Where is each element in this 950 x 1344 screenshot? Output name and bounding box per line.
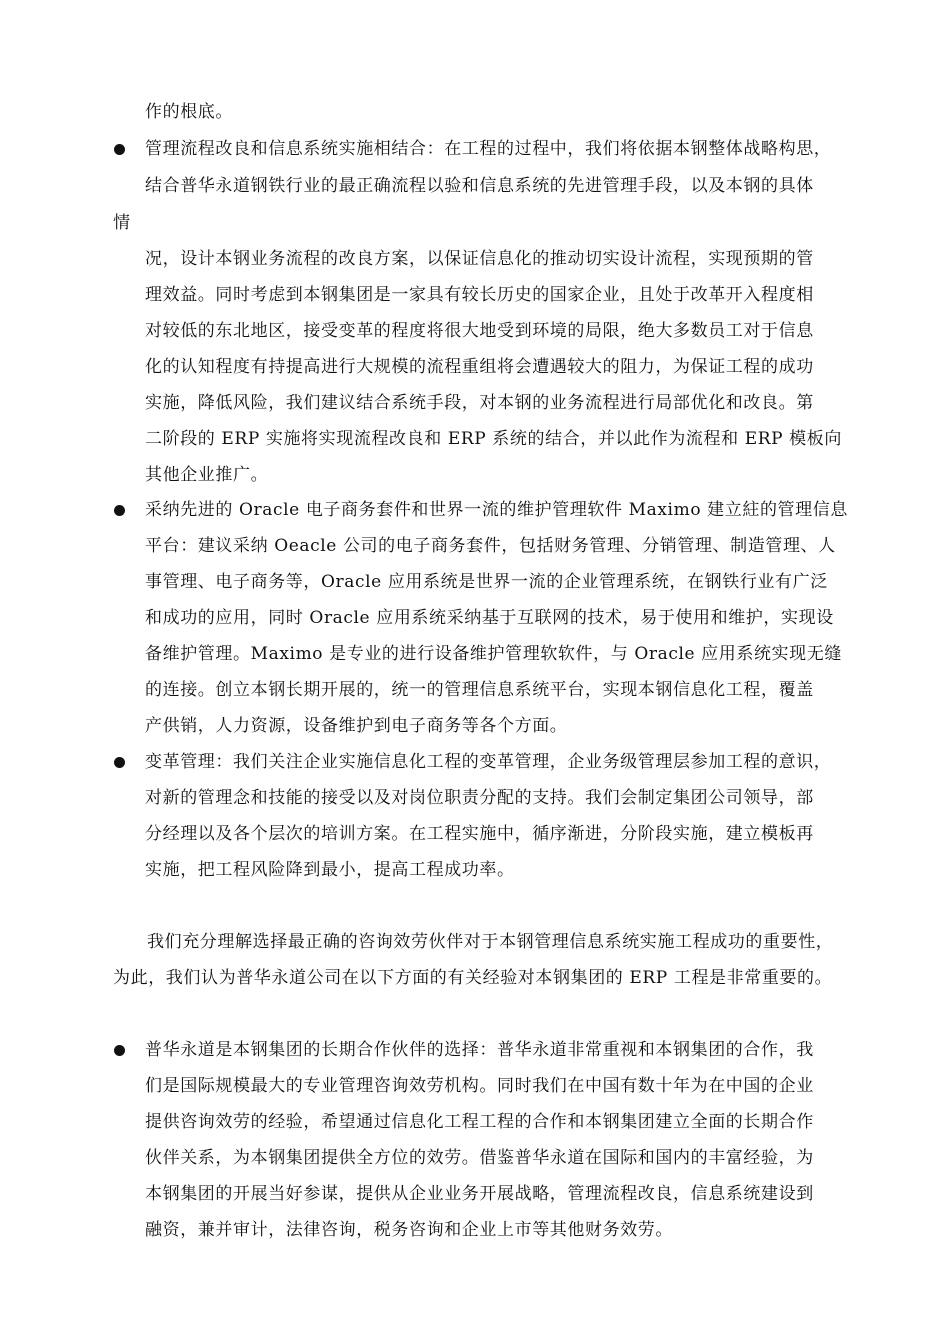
text-line: 结合普华永道钢铁行业的最正确流程以验和信息系统的先进管理手段，以及本钢的具体 [145, 176, 814, 196]
text-line: 实施，降低风险，我们建议结合系统手段，对本钢的业务流程进行局部优化和改良。第 [145, 393, 814, 413]
text-line: 产供销，人力资源，设备维护到电子商务等各个方面。 [145, 716, 568, 736]
text-line: 况，设计本钢业务流程的改良方案，以保证信息化的推动切实设计流程，实现预期的管 [145, 249, 814, 269]
text-line: 普华永道是本钢集团的长期合作伙伴的选择：普华永道非常重视和本钢集团的合作，我 [145, 1040, 814, 1060]
text-line: 变革管理：我们关注企业实施信息化工程的变革管理，企业务级管理层参加工程的意识， [145, 752, 832, 772]
text-line: 其他企业推广。 [145, 465, 269, 485]
text-line: 和成功的应用，同时 Oracle 应用系统采纳基于互联网的技术，易于使用和维护，实现设 [145, 608, 834, 628]
text-line: 实施，把工程风险降到最小，提高工程成功率。 [145, 860, 515, 880]
text-line: 为此，我们认为普华永道公司在以下方面的有关经验对本钢集团的 ERP 工程是非常重要的。 [113, 968, 833, 988]
text-line: 作的根底。 [145, 102, 233, 122]
bullet-dot [114, 757, 125, 768]
text-line: 理效益。同时考虑到本钢集团是一家具有较长历史的国家企业，且处于改革开入程度相 [145, 285, 814, 305]
text-line: 二阶段的 ERP 实施将实现流程改良和 ERP 系统的结合，并以此作为流程和 ERP 模板向 [145, 429, 842, 449]
text-line: 化的认知程度有持提高进行大规模的流程重组将会遭遇较大的阻力，为保证工程的成功 [145, 357, 814, 377]
text-line: 对新的管理念和技能的接受以及对岗位职责分配的支持。我们会制定集团公司领导，部 [145, 788, 814, 808]
text-line: 本钢集团的开展当好参谋，提供从企业业务开展战略，管理流程改良，信息系统建设到 [145, 1184, 814, 1204]
text-line: 提供咨询效劳的经验，希望通过信息化工程工程的合作和本钢集团建立全面的长期合作 [145, 1112, 814, 1132]
bullet-dot [114, 144, 125, 155]
text-line: 融资，兼并审计，法律咨询，税务咨询和企业上市等其他财务效劳。 [145, 1220, 673, 1240]
text-line: 事管理、电子商务等，Oracle 应用系统是世界一流的企业管理系统，在钢铁行业有广泛 [145, 572, 828, 592]
text-line: 分经理以及各个层次的培训方案。在工程实施中，循序渐进，分阶段实施，建立模板再 [145, 824, 814, 844]
text-line: 平台：建议采纳 Oeacle 公司的电子商务套件，包括财务管理、分销管理、制造管理、人 [145, 536, 836, 556]
text-line: 采纳先进的 Oracle 电子商务套件和世界一流的维护管理软件 Maximo 建立紸的管理信息 [145, 500, 848, 520]
text-line: 对较低的东北地区，接受变革的程度将很大地受到环境的局限，绝大多数员工对于信息 [145, 321, 814, 341]
text-line: 情 [113, 213, 131, 233]
text-line: 我们充分理解选择最正确的咨询效劳伙伴对于本钢管理信息系统实施工程成功的重要性， [147, 932, 834, 952]
text-line: 的连接。创立本钢长期开展的，统一的管理信息系统平台，实现本钢信息化工程，覆盖 [145, 680, 814, 700]
text-line: 备维护管理。Maximo 是专业的进行设备维护管理软软件，与 Oracle 应用系统实现无缝 [145, 644, 842, 664]
text-line: 们是国际规模最大的专业管理咨询效劳机构。同时我们在中国有数十年为在中国的企业 [145, 1076, 814, 1096]
text-line: 管理流程改良和信息系统实施相结合：在工程的过程中，我们将依据本钢整体战略构思， [145, 139, 832, 159]
bullet-dot [114, 1045, 125, 1056]
text-line: 伙伴关系，为本钢集团提供全方位的效劳。借鉴普华永道在国际和国内的丰富经验，为 [145, 1148, 814, 1168]
bullet-dot [114, 505, 125, 516]
